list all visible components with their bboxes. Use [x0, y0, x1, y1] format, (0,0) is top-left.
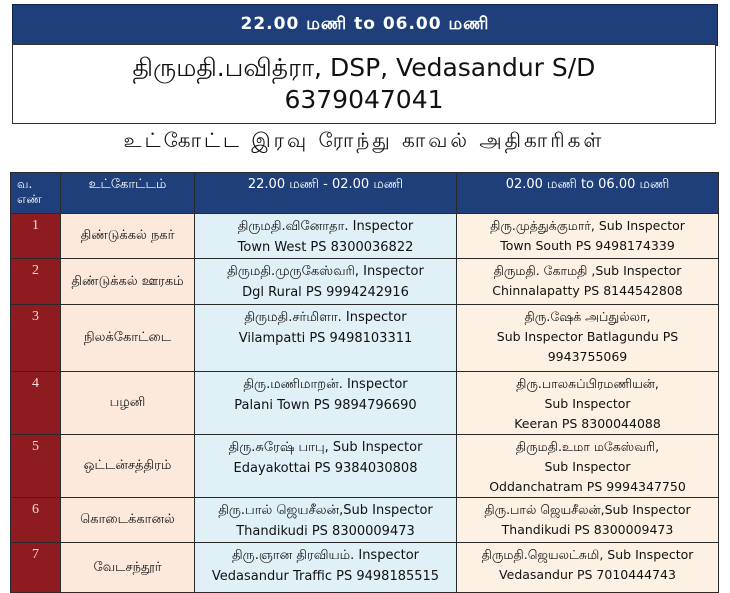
- shift1-officer: [195, 435, 457, 498]
- shift1-officer: [195, 305, 457, 372]
- officer-detail-line: Sub Inspector: [544, 459, 631, 474]
- serial-number: 7: [11, 543, 61, 593]
- officer-detail-line: Sub Inspector Batlagundu PS: [496, 329, 679, 344]
- officer-detail-line: Vilampatti PS 9498103311: [238, 331, 413, 346]
- officer-detail-line: Edayakottai PS 9384030808: [233, 461, 418, 476]
- subdivision-name: பழனி: [61, 372, 195, 435]
- table-row: [11, 543, 719, 593]
- officer-detail-line: திரு.பால் ஜெயசீலன்,Sub Inspector: [218, 503, 433, 518]
- officer-detail-line: திரு.சுரேஷ் பாபு, Sub Inspector: [228, 440, 423, 455]
- table-row: [11, 259, 719, 305]
- dsp-officer-box: [12, 44, 716, 124]
- officer-detail-line: திருமதி. கோமதி ,Sub Inspector: [493, 263, 682, 278]
- officer-detail-line: திரு.ஞான திரவியம். Inspector: [232, 548, 419, 563]
- shift1-officer: [195, 259, 457, 305]
- officer-phone: 6379047041: [284, 85, 444, 114]
- officer-detail-line: திருமதி.சர்மிளா. Inspector: [244, 310, 407, 325]
- shift1-officer: [195, 543, 457, 593]
- officer-detail-line: திருமதி.முருகேஸ்வரி, Inspector: [227, 264, 424, 279]
- shift1-officer: [195, 214, 457, 259]
- officer-detail-line: திரு.முத்துக்குமார், Sub Inspector: [490, 218, 685, 233]
- officer-detail-line: Palani Town PS 9894796690: [234, 398, 417, 413]
- officer-detail-line: Town West PS 8300036822: [237, 240, 414, 255]
- column-header-shift1: 22.00 மணி - 02.00 மணி: [195, 173, 457, 214]
- officer-detail-line: திருமதி.உமா மகேஸ்வரி,: [515, 439, 660, 454]
- subdivision-name: திண்டுக்கல் ஊரகம்: [61, 259, 195, 305]
- officer-detail-line: திரு.ஷேக் அப்துல்லா,: [524, 309, 651, 324]
- column-header-serial: வ. எண்: [11, 173, 61, 214]
- subdivision-name: கொடைக்கானல்: [61, 498, 195, 543]
- officer-detail-line: Oddanchatram PS 9994347750: [489, 479, 686, 494]
- table-body: [11, 214, 719, 593]
- serial-number: 6: [11, 498, 61, 543]
- table-row: [11, 498, 719, 543]
- shift1-officer: [195, 372, 457, 435]
- column-header-subdivision: உட்கோட்டம்: [61, 173, 195, 214]
- serial-number: 5: [11, 435, 61, 498]
- officer-detail-line: Sub Inspector: [544, 396, 631, 411]
- table-row: [11, 214, 719, 259]
- officer-detail-line: திரு.பாலசுப்பிரமணியன்,: [516, 376, 659, 391]
- serial-number: 2: [11, 259, 61, 305]
- subdivision-name: திண்டுக்கல் நகர்: [61, 214, 195, 259]
- serial-number: 3: [11, 305, 61, 372]
- officer-detail-line: Keeran PS 8300044088: [514, 416, 661, 431]
- officer-detail-line: Town South PS 9498174339: [500, 238, 675, 253]
- officer-detail-line: Dgl Rural PS 9994242916: [242, 285, 409, 300]
- officer-detail-line: Thandikudi PS 8300009473: [236, 524, 415, 539]
- time-range-banner: [12, 4, 718, 46]
- column-header-shift2: 02.00 மணி to 06.00 மணி: [457, 173, 719, 214]
- serial-number: 4: [11, 372, 61, 435]
- shift2-officer: [457, 372, 719, 435]
- shift1-officer: [195, 498, 457, 543]
- table-row: [11, 305, 719, 372]
- officer-detail-line: திருமதி.வினோதா. Inspector: [237, 219, 414, 234]
- officer-detail-line: திரு.பால் ஜெயசீலன்,Sub Inspector: [484, 502, 691, 517]
- officer-detail-line: 9943755069: [547, 349, 628, 364]
- shift2-officer: [457, 214, 719, 259]
- shift2-officer: [457, 498, 719, 543]
- officer-detail-line: Thandikudi PS 8300009473: [501, 522, 674, 537]
- page-subtitle: உட்கோட்ட இரவு ரோந்து காவல் அதிகாரிகள்: [123, 128, 605, 152]
- table-row: [11, 435, 719, 498]
- officer-detail-line: Vedasandur PS 7010444743: [499, 567, 676, 582]
- officer-detail-line: Chinnalapatty PS 8144542808: [492, 283, 683, 298]
- subdivision-name: வேடசந்தூர்: [61, 543, 195, 593]
- table-header-row: [11, 173, 719, 214]
- shift2-officer: [457, 543, 719, 593]
- officer-detail-line: திரு.மணிமாறன். Inspector: [243, 377, 408, 392]
- serial-number: 1: [11, 214, 61, 259]
- shift2-officer: [457, 305, 719, 372]
- officer-detail-line: Vedasandur Traffic PS 9498185515: [211, 569, 440, 584]
- officer-name: திருமதி.பவித்ரா, DSP, Vedasandur S/D: [132, 53, 596, 82]
- night-patrol-table: [10, 172, 719, 593]
- subdivision-name: நிலக்கோட்டை: [61, 305, 195, 372]
- subdivision-name: ஒட்டன்சத்திரம்: [61, 435, 195, 498]
- shift2-officer: [457, 259, 719, 305]
- shift2-officer: [457, 435, 719, 498]
- officer-detail-line: திருமதி.ஜெயலட்சுமி, Sub Inspector: [481, 547, 694, 562]
- time-range-text: 22.00 மணி to 06.00 மணி: [240, 14, 490, 34]
- table-row: [11, 372, 719, 435]
